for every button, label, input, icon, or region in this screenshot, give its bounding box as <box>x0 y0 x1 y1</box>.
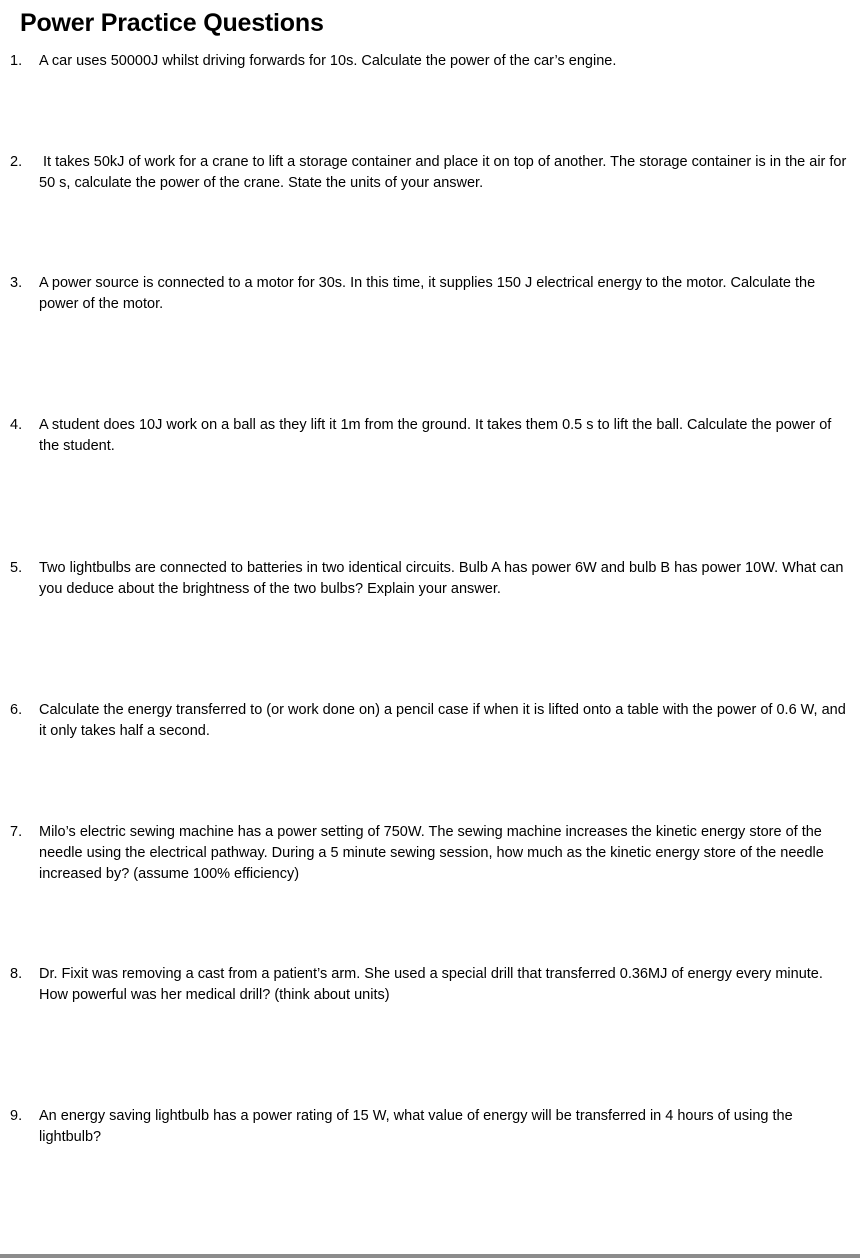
page-title: Power Practice Questions <box>20 9 324 37</box>
question-number: 8. <box>10 966 23 982</box>
question-text: Milo’s electric sewing machine has a power setting of 750W. The sewing machine increases the kinetic energy store of the needle using the electrical pathway. During a 5 minute sewing session, how much as the kinetic energy store of the needle increased by? (assume 100% efficiency) <box>39 824 824 882</box>
question-text: Two lightbulbs are connected to batteries in two identical circuits. Bulb A has power 6W and bulb B has power 10W. What can you deduce about the brightness of the two bulbs? Explain your answer. <box>39 560 844 597</box>
question-text: An energy saving lightbulb has a power rating of 15 W, what value of energy will be transferred in 4 hours of using the lightbulb? <box>39 1108 793 1145</box>
question-number: 3. <box>10 275 23 291</box>
page-bottom-border <box>0 1254 860 1258</box>
question-number: 4. <box>10 417 23 433</box>
question-number: 6. <box>10 702 23 718</box>
question-number: 2. <box>10 154 23 170</box>
question-text: It takes 50kJ of work for a crane to lift a storage container and place it on top of another. The storage container is in the air for 50 s, calculate the power of the crane. State the units of your answer. <box>39 154 847 191</box>
question-text: A power source is connected to a motor for 30s. In this time, it supplies 150 J electrical energy to the motor. Calculate the power of the motor. <box>39 275 816 312</box>
question-number: 9. <box>10 1108 23 1124</box>
question-number: 5. <box>10 560 23 576</box>
question-number: 1. <box>10 53 23 69</box>
question-number: 7. <box>10 824 23 840</box>
question-text: A car uses 50000J whilst driving forwards for 10s. Calculate the power of the car’s engine. <box>39 53 617 69</box>
question-text: A student does 10J work on a ball as they lift it 1m from the ground. It takes them 0.5 s to lift the ball. Calculate the power of the student. <box>39 417 832 454</box>
question-text: Dr. Fixit was removing a cast from a patient’s arm. She used a special drill that transferred 0.36MJ of energy every minute. How powerful was her medical drill? (think about units) <box>39 966 823 1003</box>
question-text: Calculate the energy transferred to (or work done on) a pencil case if when it is lifted onto a table with the power of 0.6 W, and it only takes half a second. <box>39 702 846 739</box>
